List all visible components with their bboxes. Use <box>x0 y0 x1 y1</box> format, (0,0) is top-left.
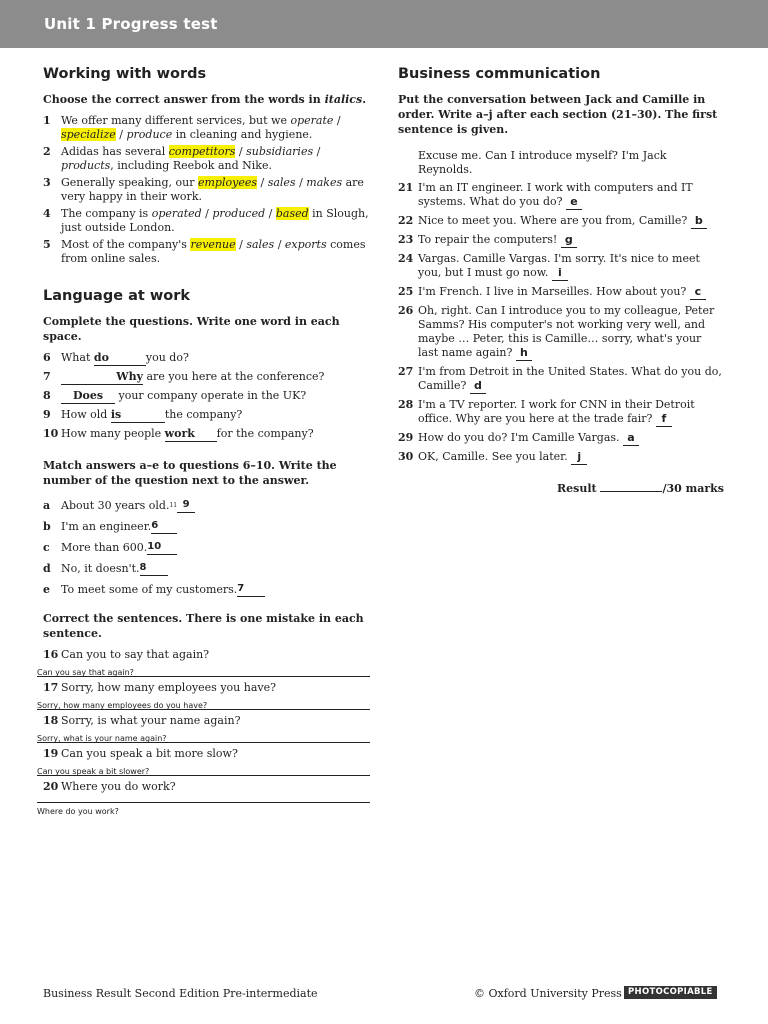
match-text: I'm an engineer. <box>61 520 152 533</box>
question-text <box>418 181 724 210</box>
q-text: How many people <box>61 427 165 440</box>
answer-blank[interactable]: 7 <box>237 582 265 597</box>
answer-blank[interactable]: g <box>561 233 577 248</box>
sep: / <box>257 176 268 189</box>
written-answer: Where do you work? <box>37 807 119 816</box>
match-b <box>43 519 369 534</box>
question-text <box>61 145 369 173</box>
answer-blank[interactable]: e <box>566 195 582 210</box>
result-score <box>398 481 724 495</box>
sep: / <box>274 238 285 251</box>
instruction: Match answers a–e to questions 6–10. Write the number of the question next to the answer. <box>43 459 337 487</box>
answer-blank[interactable]: 8 <box>140 561 168 576</box>
question-text <box>61 351 189 366</box>
q-text: , including Reebok and Nike. <box>110 159 272 172</box>
photocopiable-badge: PHOTOCOPIABLE <box>624 986 717 999</box>
correction-17 <box>37 681 369 710</box>
match-text: No, it doesn't. <box>61 562 140 575</box>
question-23 <box>398 233 724 248</box>
q-text: are you here at the conference? <box>143 370 325 383</box>
q-text: To repair the computers! <box>418 233 561 246</box>
question-1 <box>43 114 369 142</box>
question-text <box>61 176 369 204</box>
option-highlighted: specialize <box>61 128 116 141</box>
match-letter: e <box>43 583 50 596</box>
first-sentence <box>398 149 724 177</box>
question-3 <box>43 176 369 204</box>
question-text <box>418 214 724 229</box>
answer-blank[interactable]: a <box>623 431 639 446</box>
question-27 <box>398 365 724 394</box>
question-7 <box>43 370 369 385</box>
sep: / <box>265 207 276 220</box>
match-letter: b <box>43 520 51 533</box>
question-number: 29 <box>398 431 414 444</box>
match-letter: d <box>43 562 51 575</box>
q-text: Vargas. Camille Vargas. I'm sorry. It's nice to meet you, but I must go now. <box>418 252 700 279</box>
q-text: in Slough, just outside London. <box>61 207 369 234</box>
option: subsidiaries <box>246 145 314 158</box>
q-text: Oh, right. Can I introduce you to my colleague, Peter Samms? His computer's not working very well, and maybe … Peter, this is Camille… sorry, what's your last name again? <box>418 304 715 359</box>
question-2 <box>43 145 369 173</box>
question-text <box>418 233 724 248</box>
correction-19 <box>37 747 369 776</box>
match-letter: c <box>43 541 50 554</box>
question-number: 17 <box>43 681 59 694</box>
footer-book-title: Business Result Second Edition Pre-intermediate <box>43 987 318 1000</box>
question-number: 6 <box>43 351 51 364</box>
instruction <box>43 92 369 107</box>
answer-blank[interactable]: 10 <box>147 540 177 555</box>
q-text: comes from online sales. <box>61 238 366 265</box>
question-21 <box>398 181 724 210</box>
sep: / <box>115 128 127 141</box>
answer-line[interactable] <box>37 696 370 710</box>
q-text: you do? <box>145 351 189 364</box>
q-text: I'm a TV reporter. I work for CNN in their Detroit office. Why are you here at the trade fair? <box>418 398 695 425</box>
question-number: 18 <box>43 714 59 727</box>
option: produce <box>126 128 173 141</box>
q-text: I'm French. I live in Marseilles. How about you? <box>418 285 690 298</box>
answer-blank[interactable]: do <box>94 351 146 366</box>
question-number: 25 <box>398 285 414 298</box>
question-number: 19 <box>43 747 59 760</box>
q-text: I'm an IT engineer. I work with computers and IT systems. What do you do? <box>418 181 693 208</box>
q-text: are very happy in their work. <box>61 176 364 203</box>
sep: / <box>313 145 321 158</box>
question-number: 30 <box>398 450 414 463</box>
q-text: OK, Camille. See you later. <box>418 450 572 463</box>
written-answer: Sorry, how many employees do you have? <box>37 701 208 710</box>
instruction: Correct the sentences. There is one mistake in each sentence. <box>43 612 364 640</box>
q-text: Generally speaking, our <box>61 176 198 189</box>
option: operated <box>151 207 202 220</box>
question-number: 3 <box>43 176 51 189</box>
question-number: 24 <box>398 252 414 265</box>
option: exports <box>284 238 327 251</box>
instruction-italic: italics <box>324 93 363 106</box>
answer-line[interactable] <box>37 762 370 776</box>
sep: / <box>235 238 247 251</box>
answer-blank[interactable]: Why <box>61 370 143 385</box>
q-text: What <box>61 351 94 364</box>
correction-18 <box>37 714 369 743</box>
answer-blank[interactable]: i <box>552 266 568 281</box>
answer-blank[interactable]: b <box>691 214 707 229</box>
footer-copyright: © Oxford University Press <box>474 987 622 1000</box>
question-10 <box>43 427 369 442</box>
result-marks: /30 marks <box>662 482 724 495</box>
right-column <box>398 66 724 495</box>
answer-blank[interactable]: j <box>571 450 587 465</box>
q-text: Adidas has several <box>61 145 169 158</box>
answer-blank[interactable]: is <box>111 408 165 423</box>
instruction: Complete the questions. Write one word in each space. <box>43 315 340 343</box>
match-text: More than 600. <box>61 541 148 554</box>
instruction: Put the conversation between Jack and Camille in order. Write a–j after each section (21–30). The first sentence is given. <box>398 93 718 136</box>
answer-blank[interactable]: d <box>470 379 486 394</box>
answer-blank[interactable]: 6 <box>151 519 177 534</box>
sep: / <box>295 176 307 189</box>
question-text <box>61 238 369 266</box>
match-d <box>43 561 369 576</box>
question-8 <box>43 389 369 404</box>
question-26 <box>398 304 724 361</box>
q-text: your company operate in the UK? <box>115 389 307 402</box>
match-e <box>43 582 369 597</box>
question-text: Sorry, is what your name again? <box>61 714 241 727</box>
q-text: How do you do? I'm Camille Vargas. <box>418 431 624 444</box>
correction-20 <box>37 780 369 816</box>
answer-blank[interactable]: Does <box>61 389 115 404</box>
q-text: the company? <box>164 408 243 421</box>
option: produced <box>212 207 266 220</box>
question-text <box>418 365 724 394</box>
match-c <box>43 540 369 555</box>
question-number: 23 <box>398 233 414 246</box>
option: sales <box>267 176 296 189</box>
question-text: Where you do work? <box>61 780 176 793</box>
question-number: 28 <box>398 398 414 411</box>
q-text: in cleaning and hygiene. <box>172 128 313 141</box>
question-6 <box>43 351 369 366</box>
question-number: 20 <box>43 780 59 793</box>
crossed-note: 11 <box>169 502 178 509</box>
q-text: Most of the company's <box>61 238 191 251</box>
question-number: 10 <box>43 427 59 440</box>
q-text: for the company? <box>216 427 314 440</box>
match-letter: a <box>43 499 51 512</box>
question-5 <box>43 238 369 266</box>
spacer <box>398 149 418 177</box>
match-a <box>43 498 369 513</box>
instruction-period: . <box>362 93 367 106</box>
q-text: We offer many different services, but we <box>61 114 291 127</box>
sep: / <box>201 207 213 220</box>
question-29 <box>398 431 724 446</box>
q-text: How old <box>61 408 111 421</box>
option-highlighted: based <box>275 207 309 220</box>
answer-blank[interactable]: f <box>656 412 672 427</box>
question-text: Sorry, how many employees you have? <box>61 681 277 694</box>
option: operate <box>290 114 334 127</box>
question-text <box>61 427 314 442</box>
question-text <box>61 389 306 404</box>
question-number: 4 <box>43 207 51 220</box>
question-number: 7 <box>43 370 51 383</box>
answer-blank[interactable]: h <box>516 346 532 361</box>
section-title-language-at-work: Language at work <box>43 288 191 304</box>
q-text: I'm from Detroit in the United States. What do you do, Camille? <box>418 365 722 392</box>
option: makes <box>306 176 343 189</box>
sentence-text: Excuse me. Can I introduce myself? I'm Jack Reynolds. <box>418 149 667 176</box>
left-column <box>37 66 369 820</box>
question-number: 9 <box>43 408 51 421</box>
question-text: Can you to say that again? <box>61 648 210 661</box>
question-text <box>61 370 324 385</box>
question-text <box>418 431 724 446</box>
answer-line[interactable] <box>37 729 370 743</box>
written-answer: Can you speak a bit slower? <box>37 767 150 776</box>
result-blank[interactable] <box>600 481 662 492</box>
question-text <box>418 398 724 427</box>
option-highlighted: revenue <box>190 238 236 251</box>
question-number: 8 <box>43 389 51 402</box>
question-number: 27 <box>398 365 414 378</box>
answer-blank[interactable]: 9 <box>177 498 195 513</box>
question-number: 22 <box>398 214 414 227</box>
question-number: 1 <box>43 114 51 127</box>
q-text: The company is <box>61 207 152 220</box>
page-title: Unit 1 Progress test <box>44 15 218 33</box>
option-highlighted: employees <box>197 176 257 189</box>
question-number: 26 <box>398 304 414 317</box>
answer-blank[interactable]: work <box>165 427 217 442</box>
option: sales <box>246 238 275 251</box>
q-text: Nice to meet you. Where are you from, Camille? <box>418 214 691 227</box>
written-answer: Sorry, what is your name again? <box>37 734 167 743</box>
sep: / <box>235 145 247 158</box>
question-text <box>61 114 369 142</box>
question-24 <box>398 252 724 281</box>
question-text <box>418 450 724 465</box>
sep: / <box>333 114 341 127</box>
section-title-working-with-words: Working with words <box>43 66 207 82</box>
question-number: 16 <box>43 648 59 661</box>
result-label: Result <box>557 482 597 495</box>
question-9 <box>43 408 369 423</box>
question-number: 21 <box>398 181 414 194</box>
question-text <box>61 408 242 423</box>
option-highlighted: competitors <box>168 145 236 158</box>
match-text: To meet some of my customers. <box>61 583 238 596</box>
section-title-business-communication: Business communication <box>398 66 601 82</box>
question-text <box>418 285 724 300</box>
correction-16 <box>37 648 369 677</box>
answer-line[interactable] <box>37 795 370 803</box>
question-text: Can you speak a bit more slow? <box>61 747 238 760</box>
instruction-text: Choose the correct answer from the words in <box>43 93 325 106</box>
answer-line[interactable] <box>37 663 370 677</box>
question-text <box>418 304 724 361</box>
question-28 <box>398 398 724 427</box>
question-30 <box>398 450 724 465</box>
question-text <box>418 252 724 281</box>
question-text <box>61 207 369 235</box>
match-text: About 30 years old. <box>61 499 170 512</box>
option: products <box>61 159 111 172</box>
question-25 <box>398 285 724 300</box>
question-22 <box>398 214 724 229</box>
answer-blank[interactable]: c <box>690 285 706 300</box>
question-number: 5 <box>43 238 51 251</box>
question-4 <box>43 207 369 235</box>
question-number: 2 <box>43 145 51 158</box>
written-answer: Can you say that again? <box>37 668 134 677</box>
